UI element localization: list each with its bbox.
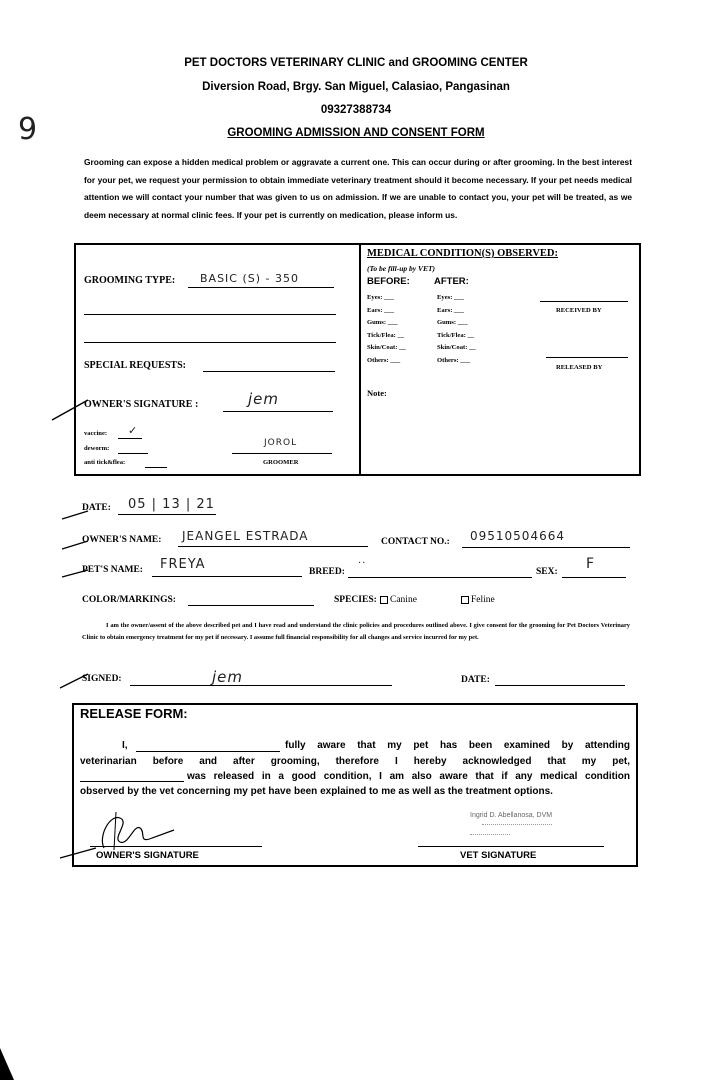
margin-number: 9	[18, 112, 39, 147]
groomer-line	[232, 453, 332, 454]
vet-stamp-dots-1	[482, 824, 552, 826]
release-line3: was released in a good condition, I am also aware that if any medical condition	[187, 771, 630, 782]
species-label: SPECIES:	[334, 595, 377, 605]
release-owner-signature-line	[90, 846, 262, 847]
signed-date-line	[495, 685, 625, 686]
release-pet-line	[80, 781, 184, 782]
owner-signature-value: jem	[248, 390, 280, 408]
scan-corner-artifact	[0, 1048, 14, 1080]
grooming-type-line	[188, 287, 334, 288]
feline-checkbox[interactable]	[461, 596, 469, 604]
special-requests-label: SPECIAL REQUESTS:	[84, 360, 186, 371]
released-by-line	[546, 357, 628, 358]
pointer-stroke-icon	[50, 394, 90, 424]
pet-name-label: PET'S NAME:	[82, 565, 143, 575]
vaccine-value: ✓	[128, 424, 139, 437]
sex-value: F	[586, 556, 596, 572]
breed-value: ··	[358, 558, 367, 569]
after-item: Gums: ___	[437, 319, 468, 326]
antitick-label: anti tick&flea:	[84, 459, 126, 466]
owner-name-line	[178, 546, 368, 547]
signed-stroke-icon	[58, 670, 90, 692]
before-item: Ears: ___	[367, 306, 394, 314]
pet-name-line	[152, 576, 302, 577]
pet-name-value: FREYA	[160, 557, 206, 572]
date-line	[118, 514, 216, 515]
release-line1-b: fully aware that my pet has been examined by attending	[285, 740, 630, 751]
received-by-label: RECEIVED BY	[556, 307, 602, 314]
breed-label: BREED:	[309, 567, 345, 577]
contact-value: 09510504664	[470, 529, 565, 543]
consent-paragraph: I am the owner/assent of the above described pet and I have read and understand the clinic policies and procedures outlined above. I give consent for the grooming for Pet Doctors Veterinary Clinic to obtain emergency treatment for my pet if necessary. I assume full financial responsibility for all changes and service incurred for my pet.	[82, 622, 630, 641]
owner-name-label: OWNER'S NAME:	[82, 535, 162, 545]
antitick-line	[145, 467, 167, 468]
before-item: Skin/Coat: __	[367, 344, 406, 351]
groomer-value: JOROL	[264, 438, 298, 448]
color-markings-line	[188, 605, 314, 606]
signed-value: jem	[212, 668, 244, 686]
groomer-label: GROOMER	[263, 459, 299, 466]
after-item: Ears: ___	[437, 306, 464, 314]
clinic-phone: 09327388734	[320, 104, 392, 116]
after-item: Skin/Coat: __	[437, 344, 476, 351]
vet-signature-line	[418, 846, 604, 847]
vet-stamp: Ingrid D. Abellanosa, DVM	[470, 812, 553, 819]
deworm-line	[118, 453, 148, 454]
after-label: AFTER:	[434, 276, 469, 287]
owner-signature-line	[223, 411, 333, 412]
species-canine-option[interactable]	[380, 595, 417, 605]
before-list	[367, 292, 406, 367]
contact-line	[462, 547, 630, 548]
special-requests-line	[203, 371, 335, 372]
grooming-extra-line-2	[84, 342, 336, 343]
sex-label: SEX:	[536, 567, 558, 577]
sex-line	[562, 577, 626, 578]
release-form-title: RELEASE FORM:	[80, 706, 188, 721]
signed-date-label: DATE:	[461, 675, 490, 685]
release-line4: observed by the vet concerning my pet have been explained to me as well as the treatment options.	[80, 786, 553, 797]
before-label: BEFORE:	[367, 276, 410, 287]
release-name-line	[136, 751, 280, 752]
note-label: Note:	[367, 388, 387, 398]
before-item: Tick/Flea: __	[367, 331, 405, 339]
feline-label: Feline	[471, 595, 495, 605]
clinic-address: Diversion Road, Brgy. San Miguel, Calasiao, Pangasinan	[202, 81, 510, 93]
signed-line	[130, 685, 392, 686]
grooming-type-value: BASIC (S) - 350	[200, 272, 299, 285]
date-value: 05 | 13 | 21	[128, 497, 215, 512]
form-title: GROOMING ADMISSION AND CONSENT FORM	[227, 127, 485, 139]
deworm-label: deworm:	[84, 445, 110, 452]
breed-line	[348, 577, 532, 578]
after-item: Eyes: ___	[437, 294, 464, 301]
after-item: Tick/Flea: __	[437, 331, 475, 339]
clinic-name: PET DOCTORS VETERINARY CLINIC and GROOMING CENTER	[184, 57, 528, 69]
release-stroke-icon	[58, 842, 98, 862]
before-item: Gums: ___	[367, 319, 398, 326]
release-line2: veterinarian before and after grooming, therefore I hereby acknowledged that my pet,	[80, 756, 630, 767]
release-line1-a: I,	[122, 740, 128, 751]
signed-label: SIGNED:	[82, 674, 122, 684]
received-by-line	[540, 301, 628, 302]
grooming-type-label: GROOMING TYPE:	[84, 275, 176, 286]
after-item: Others: ___	[437, 356, 471, 364]
color-markings-label: COLOR/MARKINGS:	[82, 595, 176, 605]
vaccine-line	[118, 438, 142, 439]
canine-checkbox[interactable]	[380, 596, 388, 604]
species-feline-option[interactable]	[461, 595, 495, 605]
owner-name-value: JEANGEL ESTRADA	[182, 529, 309, 543]
release-owner-signature-label: OWNER'S SIGNATURE	[96, 850, 199, 861]
released-by-label: RELEASED BY	[556, 364, 603, 371]
before-item: Eyes: ___	[367, 294, 394, 301]
date-label: DATE:	[82, 503, 111, 513]
medical-condition-subtitle: (To be fill-up by VET)	[367, 264, 436, 273]
medical-condition-title: MEDICAL CONDITION(S) OBSERVED:	[367, 248, 558, 259]
contact-label: CONTACT NO.:	[381, 537, 450, 547]
date-stroke-icon	[60, 503, 90, 523]
intro-paragraph: Grooming can expose a hidden medical problem or aggravate a current one. This can occur during or after grooming. In the best interest for your pet, we request your permission to obtain immediate veterinary treatment should it become necessary. If your pet needs medical attention we will contact your number that was given to us on admission. If we are unable to contact you, your pet will be treated, as we deem necessary at normal clinic fees. If your pet is currently on medication, please inform us.	[84, 157, 632, 220]
owner-signature-label: OWNER'S SIGNATURE :	[84, 399, 199, 410]
box-divider	[359, 245, 361, 474]
before-item: Others: ___	[367, 356, 401, 364]
grooming-extra-line-1	[84, 314, 336, 315]
vet-stamp-dots-2	[470, 834, 510, 836]
pet-name-stroke-icon	[60, 565, 90, 581]
owner-name-stroke-icon	[60, 535, 90, 553]
vaccine-label: vaccine:	[84, 430, 108, 437]
canine-label: Canine	[390, 595, 417, 605]
vet-signature-label: VET SIGNATURE	[460, 850, 537, 861]
after-list	[437, 292, 476, 367]
